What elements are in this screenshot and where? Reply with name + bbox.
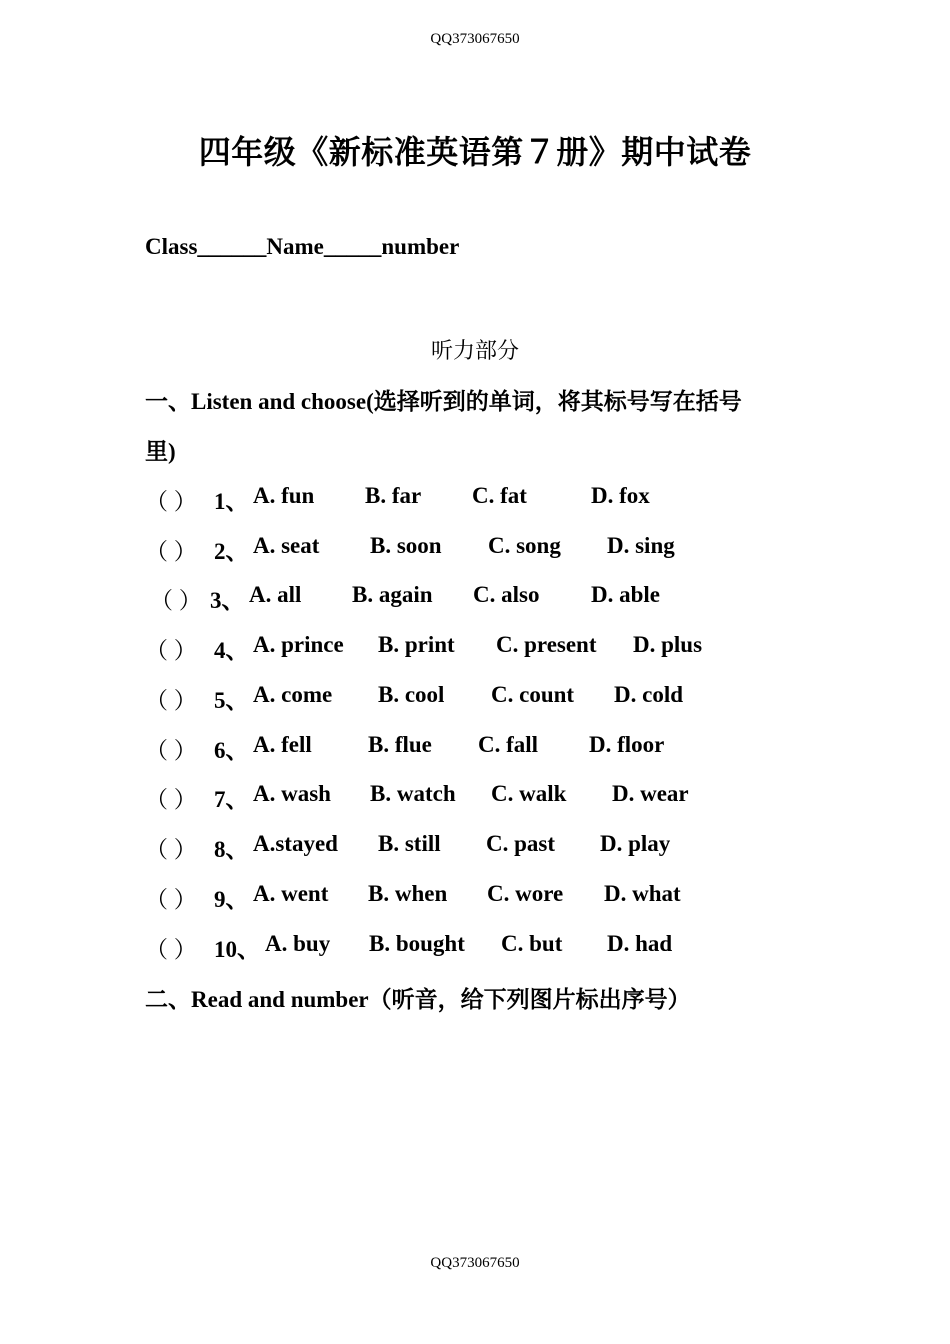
question-number: 8、 [214,837,249,862]
option-c: C. fat [472,483,527,508]
option-b: B. flue [368,732,432,757]
page-header: QQ373067650 [430,31,520,47]
name-label: Name [266,234,324,259]
question-number: 1、 [214,489,249,514]
option-a: A. seat [253,533,320,558]
option-b: B. cool [378,682,445,707]
option-c: C. present [496,632,597,657]
option-b: B. soon [370,533,442,558]
option-b: B. far [365,483,422,508]
student-info-line [145,234,459,260]
option-a: A. prince [253,632,344,657]
question-number: 4、 [214,638,249,663]
option-b: B. print [378,632,455,657]
class-label: Class [145,234,198,259]
part2-instruction: 二、Read and number（听音，给下列图片标出序号） [145,987,691,1012]
option-d: D. sing [607,533,675,558]
option-a: A. went [253,881,329,906]
question-number: 5、 [214,688,249,713]
question-number: 3、 [210,588,245,613]
part1-instruction-line1: 一、Listen and choose(选择听到的单词，将其标号写在括号 [145,389,742,414]
option-d: D. had [607,931,673,956]
option-a: A. fun [253,483,315,508]
option-c: C. wore [487,881,564,906]
option-a: A. buy [265,931,331,956]
answer-bracket: （ ） [145,887,197,912]
option-a: A. come [253,682,333,707]
question-number: 9、 [214,887,249,912]
option-d: D. fox [591,483,650,508]
part1-instruction-line2: 里) [145,439,176,464]
question-number: 7、 [214,787,249,812]
option-d: D. plus [633,632,703,657]
option-d: D. able [591,582,660,607]
answer-bracket: （ ） [145,837,197,862]
option-a: A. wash [253,781,331,806]
answer-bracket: （ ） [145,688,197,713]
option-b: B. still [378,831,441,856]
answer-bracket: （ ） [145,937,197,962]
answer-bracket: （ ） [145,738,197,763]
option-c: C. walk [491,781,567,806]
option-c: C. also [473,582,540,607]
option-b: B. bought [369,931,465,956]
option-c: C. but [501,931,563,956]
option-c: C. count [491,682,575,707]
page-footer: QQ373067650 [430,1255,520,1271]
listening-heading: 听力部分 [430,339,519,364]
option-c: C. song [488,533,561,558]
option-c: C. fall [478,732,539,757]
answer-bracket: （ ） [145,489,197,514]
answer-bracket: （ ） [145,638,197,663]
option-b: B. watch [370,781,456,806]
option-d: D. play [600,831,671,856]
answer-bracket: （ ） [145,539,197,564]
number-label: number [381,234,460,259]
question-number: 2、 [214,539,249,564]
answer-bracket: （ ） [150,588,202,613]
option-c: C. past [486,831,556,856]
option-a: A. fell [253,732,312,757]
option-d: D. what [604,881,681,906]
answer-bracket: （ ） [145,787,197,812]
question-number: 10、 [214,937,260,962]
option-d: D. floor [589,732,665,757]
class-blank: ______ [197,234,267,259]
option-b: B. when [368,881,448,906]
exam-title: 四年级《新标准英语第７册》期中试卷 [198,133,752,171]
name-blank: _____ [323,234,382,259]
option-d: D. cold [614,682,683,707]
question-number: 6、 [214,738,249,763]
option-d: D. wear [612,781,689,806]
option-a: A.stayed [253,831,338,856]
option-a: A. all [249,582,302,607]
option-b: B. again [352,582,433,607]
